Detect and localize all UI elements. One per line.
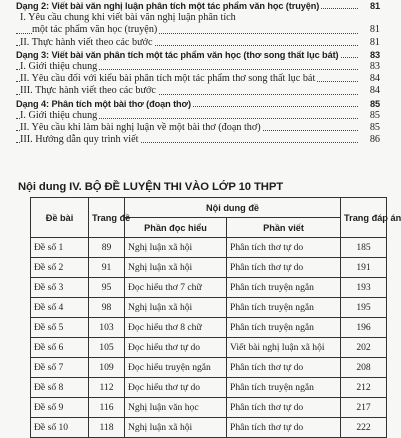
table-row bbox=[31, 358, 387, 378]
toc-page-number: 86 bbox=[369, 134, 380, 146]
toc-entry bbox=[16, 49, 380, 61]
toc-entry bbox=[16, 122, 380, 134]
toc-entry bbox=[16, 85, 380, 97]
cell-de-bai: Đề số 10 bbox=[31, 418, 89, 438]
cell-phan-viet: Phân tích truyện ngắn bbox=[227, 278, 341, 298]
toc-entry bbox=[16, 12, 380, 24]
cell-phan-viet: Phân tích truyện ngắn bbox=[227, 298, 341, 318]
cell-phan-viet: Phân tích truyện ngắn bbox=[227, 378, 341, 398]
cell-trang-de: 98 bbox=[89, 298, 125, 318]
cell-trang-de: 91 bbox=[89, 258, 125, 278]
cell-doc-hieu: Nghị luận xã hội bbox=[125, 258, 227, 278]
header-phan-viet: Phần viết bbox=[227, 218, 341, 238]
toc-page-number: 81 bbox=[369, 1, 380, 11]
cell-trang-de: 116 bbox=[89, 398, 125, 418]
toc-page-number: 81 bbox=[369, 24, 380, 36]
cell-de-bai: Đề số 1 bbox=[31, 238, 89, 258]
cell-de-bai: Đề số 9 bbox=[31, 398, 89, 418]
cell-trang-dap-an: 212 bbox=[341, 378, 387, 398]
cell-trang-dap-an: 217 bbox=[341, 398, 387, 418]
toc-page-number: 83 bbox=[369, 60, 380, 72]
cell-doc-hieu: Nghị luận văn học bbox=[125, 398, 227, 418]
cell-trang-dap-an: 196 bbox=[341, 318, 387, 338]
toc-entry bbox=[16, 134, 380, 146]
cell-phan-viet: Phân tích thơ tự do bbox=[227, 398, 341, 418]
table-row bbox=[31, 298, 387, 318]
toc-entry-text: Dạng 2: Viết bài văn nghị luận phân tích một tác phẩm văn học (truyện) bbox=[16, 1, 320, 11]
cell-de-bai: Đề số 4 bbox=[31, 298, 89, 318]
header-de-bai: Đề bài bbox=[31, 198, 89, 238]
cell-doc-hieu: Nghị luận xã hội bbox=[125, 418, 227, 438]
cell-phan-viet: Phân tích thơ tự do bbox=[227, 418, 341, 438]
cell-phan-viet: Phân tích truyện ngắn bbox=[227, 318, 341, 338]
cell-doc-hieu: Đọc hiểu thơ 8 chữ bbox=[125, 318, 227, 338]
cell-de-bai: Đề số 3 bbox=[31, 278, 89, 298]
toc-page-number: 84 bbox=[369, 85, 380, 97]
header-doc-hieu: Phần đọc hiểu bbox=[125, 218, 227, 238]
toc-page-number: 85 bbox=[369, 98, 380, 109]
table-row bbox=[31, 278, 387, 298]
table-row bbox=[31, 418, 387, 438]
cell-de-bai: Đề số 8 bbox=[31, 378, 89, 398]
toc-entry-text: Dạng 3: Viết bài văn phân tích một tác phẩm văn học (thơ song thất lục bát) bbox=[16, 49, 339, 60]
toc-entry bbox=[16, 73, 380, 85]
toc-entry-text: một tác phẩm văn học (truyện) bbox=[32, 24, 158, 36]
header-noi-dung: Nội dung đề bbox=[125, 198, 341, 218]
toc-entry-text: Dạng 4: Phân tích một bài thơ (đoạn thơ) bbox=[16, 98, 191, 109]
cell-trang-de: 105 bbox=[89, 338, 125, 358]
toc-page-number: 85 bbox=[369, 121, 380, 133]
cell-trang-dap-an: 222 bbox=[341, 418, 387, 438]
cell-trang-dap-an: 185 bbox=[341, 238, 387, 258]
cell-doc-hieu: Nghị luận xã hội bbox=[125, 298, 227, 318]
cell-trang-de: 112 bbox=[89, 378, 125, 398]
toc-entry-text: II. Yêu cầu khi làm bài nghị luận về một bài thơ (đoạn thơ) bbox=[20, 121, 261, 133]
toc-entry bbox=[16, 98, 380, 110]
toc-entry-text: III. Hướng dẫn quy trình viết bbox=[20, 134, 139, 146]
cell-trang-de: 118 bbox=[89, 418, 125, 438]
toc-entry bbox=[16, 37, 380, 49]
cell-trang-dap-an: 193 bbox=[341, 278, 387, 298]
toc-entry-text: I. Giới thiệu chung bbox=[20, 60, 98, 72]
cell-de-bai: Đề số 5 bbox=[31, 318, 89, 338]
cell-trang-de: 89 bbox=[89, 238, 125, 258]
toc-page-number: 85 bbox=[369, 109, 380, 121]
toc-entry bbox=[16, 0, 380, 12]
toc-entry bbox=[16, 61, 380, 73]
cell-doc-hieu: Đọc hiểu thơ tự do bbox=[125, 338, 227, 358]
table-row bbox=[31, 238, 387, 258]
cell-doc-hieu: Đọc hiểu thơ tự do bbox=[125, 378, 227, 398]
exam-table bbox=[30, 197, 401, 438]
toc-entry-text: I. Giới thiệu chung bbox=[20, 109, 98, 121]
toc-page-number: 81 bbox=[369, 36, 380, 48]
cell-de-bai: Đề số 7 bbox=[31, 358, 89, 378]
cell-trang-dap-an: 202 bbox=[341, 338, 387, 358]
cell-trang-dap-an: 191 bbox=[341, 258, 387, 278]
cell-trang-dap-an: 208 bbox=[341, 358, 387, 378]
toc-page-number: 84 bbox=[369, 73, 380, 85]
table-of-contents bbox=[16, 0, 380, 146]
toc-entry-text: I. Yêu cầu chung khi viết bài văn nghị luận phân tích bbox=[20, 12, 236, 24]
table-row bbox=[31, 338, 387, 358]
cell-trang-de: 109 bbox=[89, 358, 125, 378]
header-trang-dap-an: Trang đáp án bbox=[341, 198, 387, 238]
toc-entry-text: III. Thực hành viết theo các bước bbox=[20, 85, 156, 97]
section-title: Nội dung IV. BỘ ĐỀ LUYỆN THI VÀO LỚP 10 THPT bbox=[18, 181, 284, 193]
cell-de-bai: Đề số 6 bbox=[31, 338, 89, 358]
cell-doc-hieu: Đọc hiểu truyện ngắn bbox=[125, 358, 227, 378]
cell-de-bai: Đề số 2 bbox=[31, 258, 89, 278]
cell-phan-viet: Phân tích thơ tự do bbox=[227, 358, 341, 378]
toc-entry-text: II. Yêu cầu đối với kiểu bài phân tích một tác phẩm thơ song thất lục bát bbox=[20, 73, 316, 85]
toc-page-number: 83 bbox=[369, 49, 380, 60]
toc-entry bbox=[16, 24, 380, 36]
cell-trang-de: 103 bbox=[89, 318, 125, 338]
table-row bbox=[31, 258, 387, 278]
table-row bbox=[31, 318, 387, 338]
cell-trang-dap-an: 195 bbox=[341, 298, 387, 318]
cell-trang-de: 95 bbox=[89, 278, 125, 298]
table-row bbox=[31, 378, 387, 398]
header-trang-de: Trang đề bbox=[89, 198, 125, 238]
cell-phan-viet: Phân tích thơ tự do bbox=[227, 238, 341, 258]
cell-doc-hieu: Nghị luận xã hội bbox=[125, 238, 227, 258]
table-row bbox=[31, 398, 387, 418]
toc-entry-text: II. Thực hành viết theo các bước bbox=[20, 36, 153, 48]
cell-doc-hieu: Đọc hiểu thơ 7 chữ bbox=[125, 278, 227, 298]
cell-phan-viet: Phân tích thơ tự do bbox=[227, 258, 341, 278]
cell-phan-viet: Viết bài nghị luận xã hội bbox=[227, 338, 341, 358]
toc-entry bbox=[16, 110, 380, 122]
